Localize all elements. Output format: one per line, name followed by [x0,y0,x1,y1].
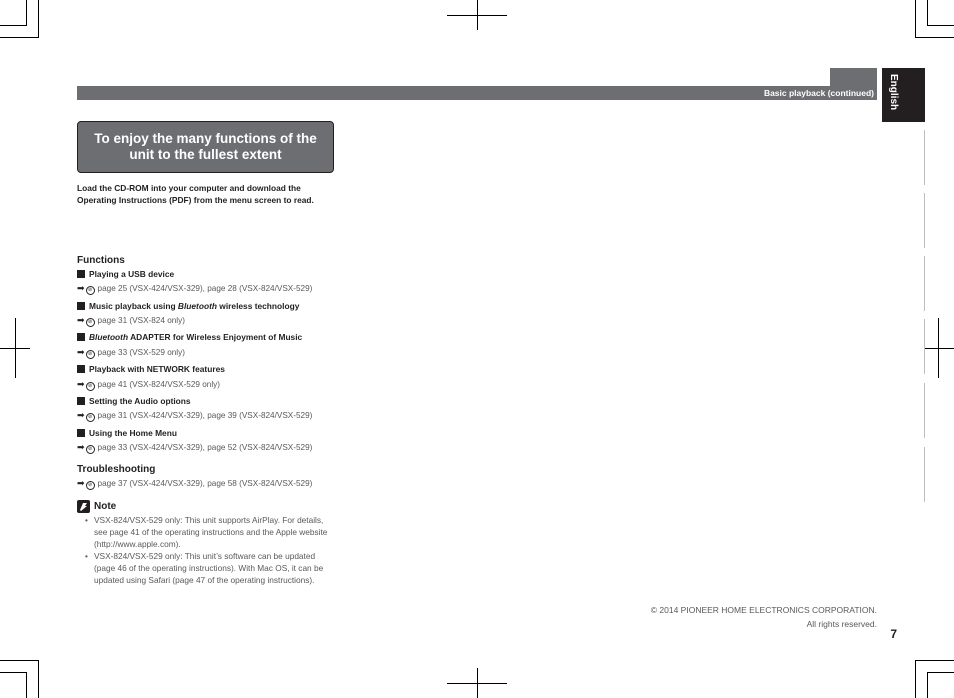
functions-heading: Functions [77,255,125,266]
page-number: 7 [890,627,897,641]
copyright: © 2014 PIONEER HOME ELECTRONICS CORPORATION. [650,605,877,615]
section-title-box [77,121,334,173]
side-rule [924,193,925,248]
crop-mark [38,660,39,698]
disc-icon: ⊘ [86,413,95,422]
square-bullet-icon [77,397,85,405]
crop-mark [927,0,928,26]
side-rule [924,383,925,438]
disc-icon: ⊘ [86,481,95,490]
crop-mark [928,672,954,673]
crop-mark [927,672,928,698]
rights-reserved: All rights reserved. [806,619,877,629]
arrow-right-icon: ➡ [77,315,85,325]
crop-mark [0,672,26,673]
note-bullet: • VSX-824/VSX-529 only: This unit supports AirPlay. For details, see page 41 of the operating instructions and the Apple website (http://www.apple.com). [94,515,336,550]
function-item: Bluetooth ADAPTER for Wireless Enjoyment of Music [77,332,302,342]
section-title: To enjoy the many functions of the unit to the fullest extent [94,131,317,162]
function-item: Setting the Audio options [77,396,191,406]
function-item: Using the Home Menu [77,428,177,438]
crop-mark [915,0,916,38]
crop-mark [0,37,38,38]
square-bullet-icon [77,270,85,278]
side-rule [924,319,925,374]
header-tab [830,68,877,86]
page-reference: ➡ ⊘ page 41 (VSX-824/VSX-529 only) [77,379,220,389]
page-reference: ➡ ⊘ page 25 (VSX-424/VSX-329), page 28 (VSX-824/VSX-529) [77,283,313,293]
crop-mark [916,660,954,661]
disc-icon: ⊘ [86,318,95,327]
crop-mark [916,37,954,38]
arrow-right-icon: ➡ [77,379,85,389]
registration-mark [15,318,16,378]
square-bullet-icon [77,333,85,341]
arrow-right-icon: ➡ [77,283,85,293]
crop-mark [915,660,916,698]
page-reference: ➡ ⊘ page 37 (VSX-424/VSX-329), page 58 (VSX-824/VSX-529) [77,478,313,488]
function-item: Playback with NETWORK features [77,364,225,374]
function-item: Music playback using Bluetooth wireless technology [77,301,299,311]
disc-icon: ⊘ [86,350,95,359]
disc-icon: ⊘ [86,382,95,391]
registration-mark [477,668,478,698]
function-item: Playing a USB device [77,269,174,279]
arrow-right-icon: ➡ [77,442,85,452]
arrow-right-icon: ➡ [77,478,85,488]
header-bar [77,86,877,100]
crop-mark [38,0,39,38]
square-bullet-icon [77,302,85,310]
crop-mark [26,0,27,26]
language-label: English [888,74,899,111]
registration-mark [924,348,954,349]
page-reference: ➡ ⊘ page 33 (VSX-424/VSX-329), page 52 (VSX-824/VSX-529) [77,442,313,452]
square-bullet-icon [77,429,85,437]
crop-mark [0,25,26,26]
arrow-right-icon: ➡ [77,410,85,420]
note-bullet: • VSX-824/VSX-529 only: This unit’s software can be updated (page 46 of the operating instructions). With Mac OS, it can be updated using Safari (page 47 of the operating instructions). [94,551,336,586]
intro-text: Load the CD-ROM into your computer and download the Operating Instructions (PDF) from the menu screen to read. [77,183,314,205]
page-reference: ➡ ⊘ page 31 (VSX-824 only) [77,315,185,325]
page-reference: ➡ ⊘ page 31 (VSX-424/VSX-329), page 39 (VSX-824/VSX-529) [77,410,313,420]
disc-icon: ⊘ [86,445,95,454]
arrow-right-icon: ➡ [77,347,85,357]
troubleshooting-heading: Troubleshooting [77,464,156,475]
crop-mark [928,25,954,26]
section-header: Basic playback (continued) [763,88,874,98]
page-reference: ➡ ⊘ page 33 (VSX-529 only) [77,347,185,357]
crop-mark [26,672,27,698]
side-rule [924,447,925,502]
registration-mark [477,0,478,30]
registration-mark [938,318,939,378]
square-bullet-icon [77,365,85,373]
language-tab [882,68,925,122]
crop-mark [0,660,38,661]
note-icon [77,500,90,513]
note-title: Note [94,501,117,512]
side-rule [924,130,925,185]
disc-icon: ⊘ [86,286,95,295]
side-rule [924,256,925,311]
